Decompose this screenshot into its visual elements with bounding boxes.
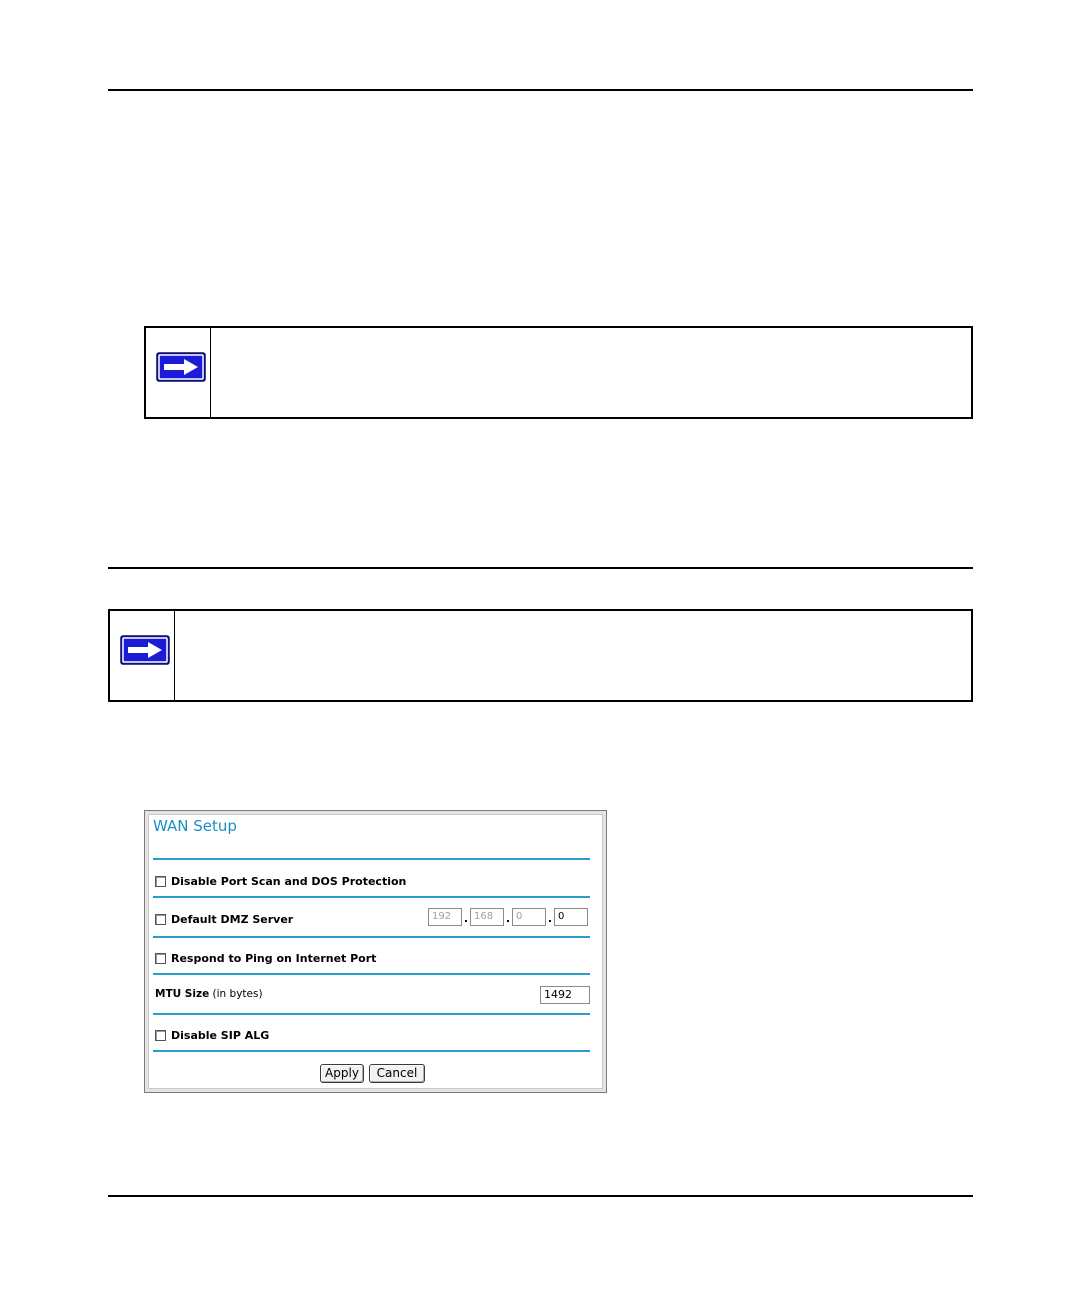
- separator: [153, 936, 590, 938]
- ip-dot: .: [547, 912, 553, 925]
- separator: [153, 973, 590, 975]
- arrow-right-icon: [120, 635, 170, 665]
- disable-port-scan-row: [155, 872, 406, 890]
- mtu-size-text: MTU Size: [155, 988, 210, 1000]
- default-dmz-checkbox[interactable]: [155, 914, 166, 925]
- disable-sip-alg-label: Disable SIP ALG: [171, 1028, 270, 1042]
- separator: [153, 896, 590, 898]
- disable-sip-alg-row: [155, 1026, 269, 1044]
- note-icon-cell: [110, 611, 175, 700]
- note-icon-cell: [146, 328, 211, 417]
- respond-ping-row: [155, 949, 376, 967]
- dmz-ip-octet-4[interactable]: 0: [554, 908, 588, 926]
- section-rule: [108, 567, 973, 569]
- dmz-ip-octet-3[interactable]: 0: [512, 908, 546, 926]
- dmz-ip-octet-1[interactable]: 192: [428, 908, 462, 926]
- note-box: [108, 609, 973, 702]
- respond-ping-checkbox[interactable]: [155, 953, 166, 964]
- dmz-ip-field: [428, 908, 588, 926]
- separator: [153, 858, 590, 860]
- disable-port-scan-label: Disable Port Scan and DOS Protection: [171, 874, 407, 888]
- arrow-right-icon: [156, 352, 206, 382]
- ip-dot: .: [505, 912, 511, 925]
- dmz-ip-octet-2[interactable]: 168: [470, 908, 504, 926]
- mtu-unit-text: (in bytes): [212, 988, 263, 1000]
- top-rule: [108, 89, 973, 91]
- wan-setup-panel: [144, 810, 607, 1093]
- cancel-button[interactable]: Cancel: [369, 1064, 425, 1083]
- respond-ping-label: Respond to Ping on Internet Port: [171, 951, 377, 965]
- note-box: [144, 326, 973, 419]
- apply-button[interactable]: Apply: [320, 1064, 364, 1083]
- default-dmz-row: [155, 910, 293, 928]
- bottom-rule: [108, 1195, 973, 1197]
- default-dmz-label: Default DMZ Server: [171, 912, 294, 926]
- disable-sip-alg-checkbox[interactable]: [155, 1030, 166, 1041]
- separator: [153, 1050, 590, 1052]
- ip-dot: .: [463, 912, 469, 925]
- mtu-size-label: [155, 988, 263, 1000]
- mtu-size-input[interactable]: 1492: [540, 986, 590, 1004]
- wan-setup-title: WAN Setup: [153, 817, 237, 835]
- separator: [153, 1013, 590, 1015]
- disable-port-scan-checkbox[interactable]: [155, 876, 166, 887]
